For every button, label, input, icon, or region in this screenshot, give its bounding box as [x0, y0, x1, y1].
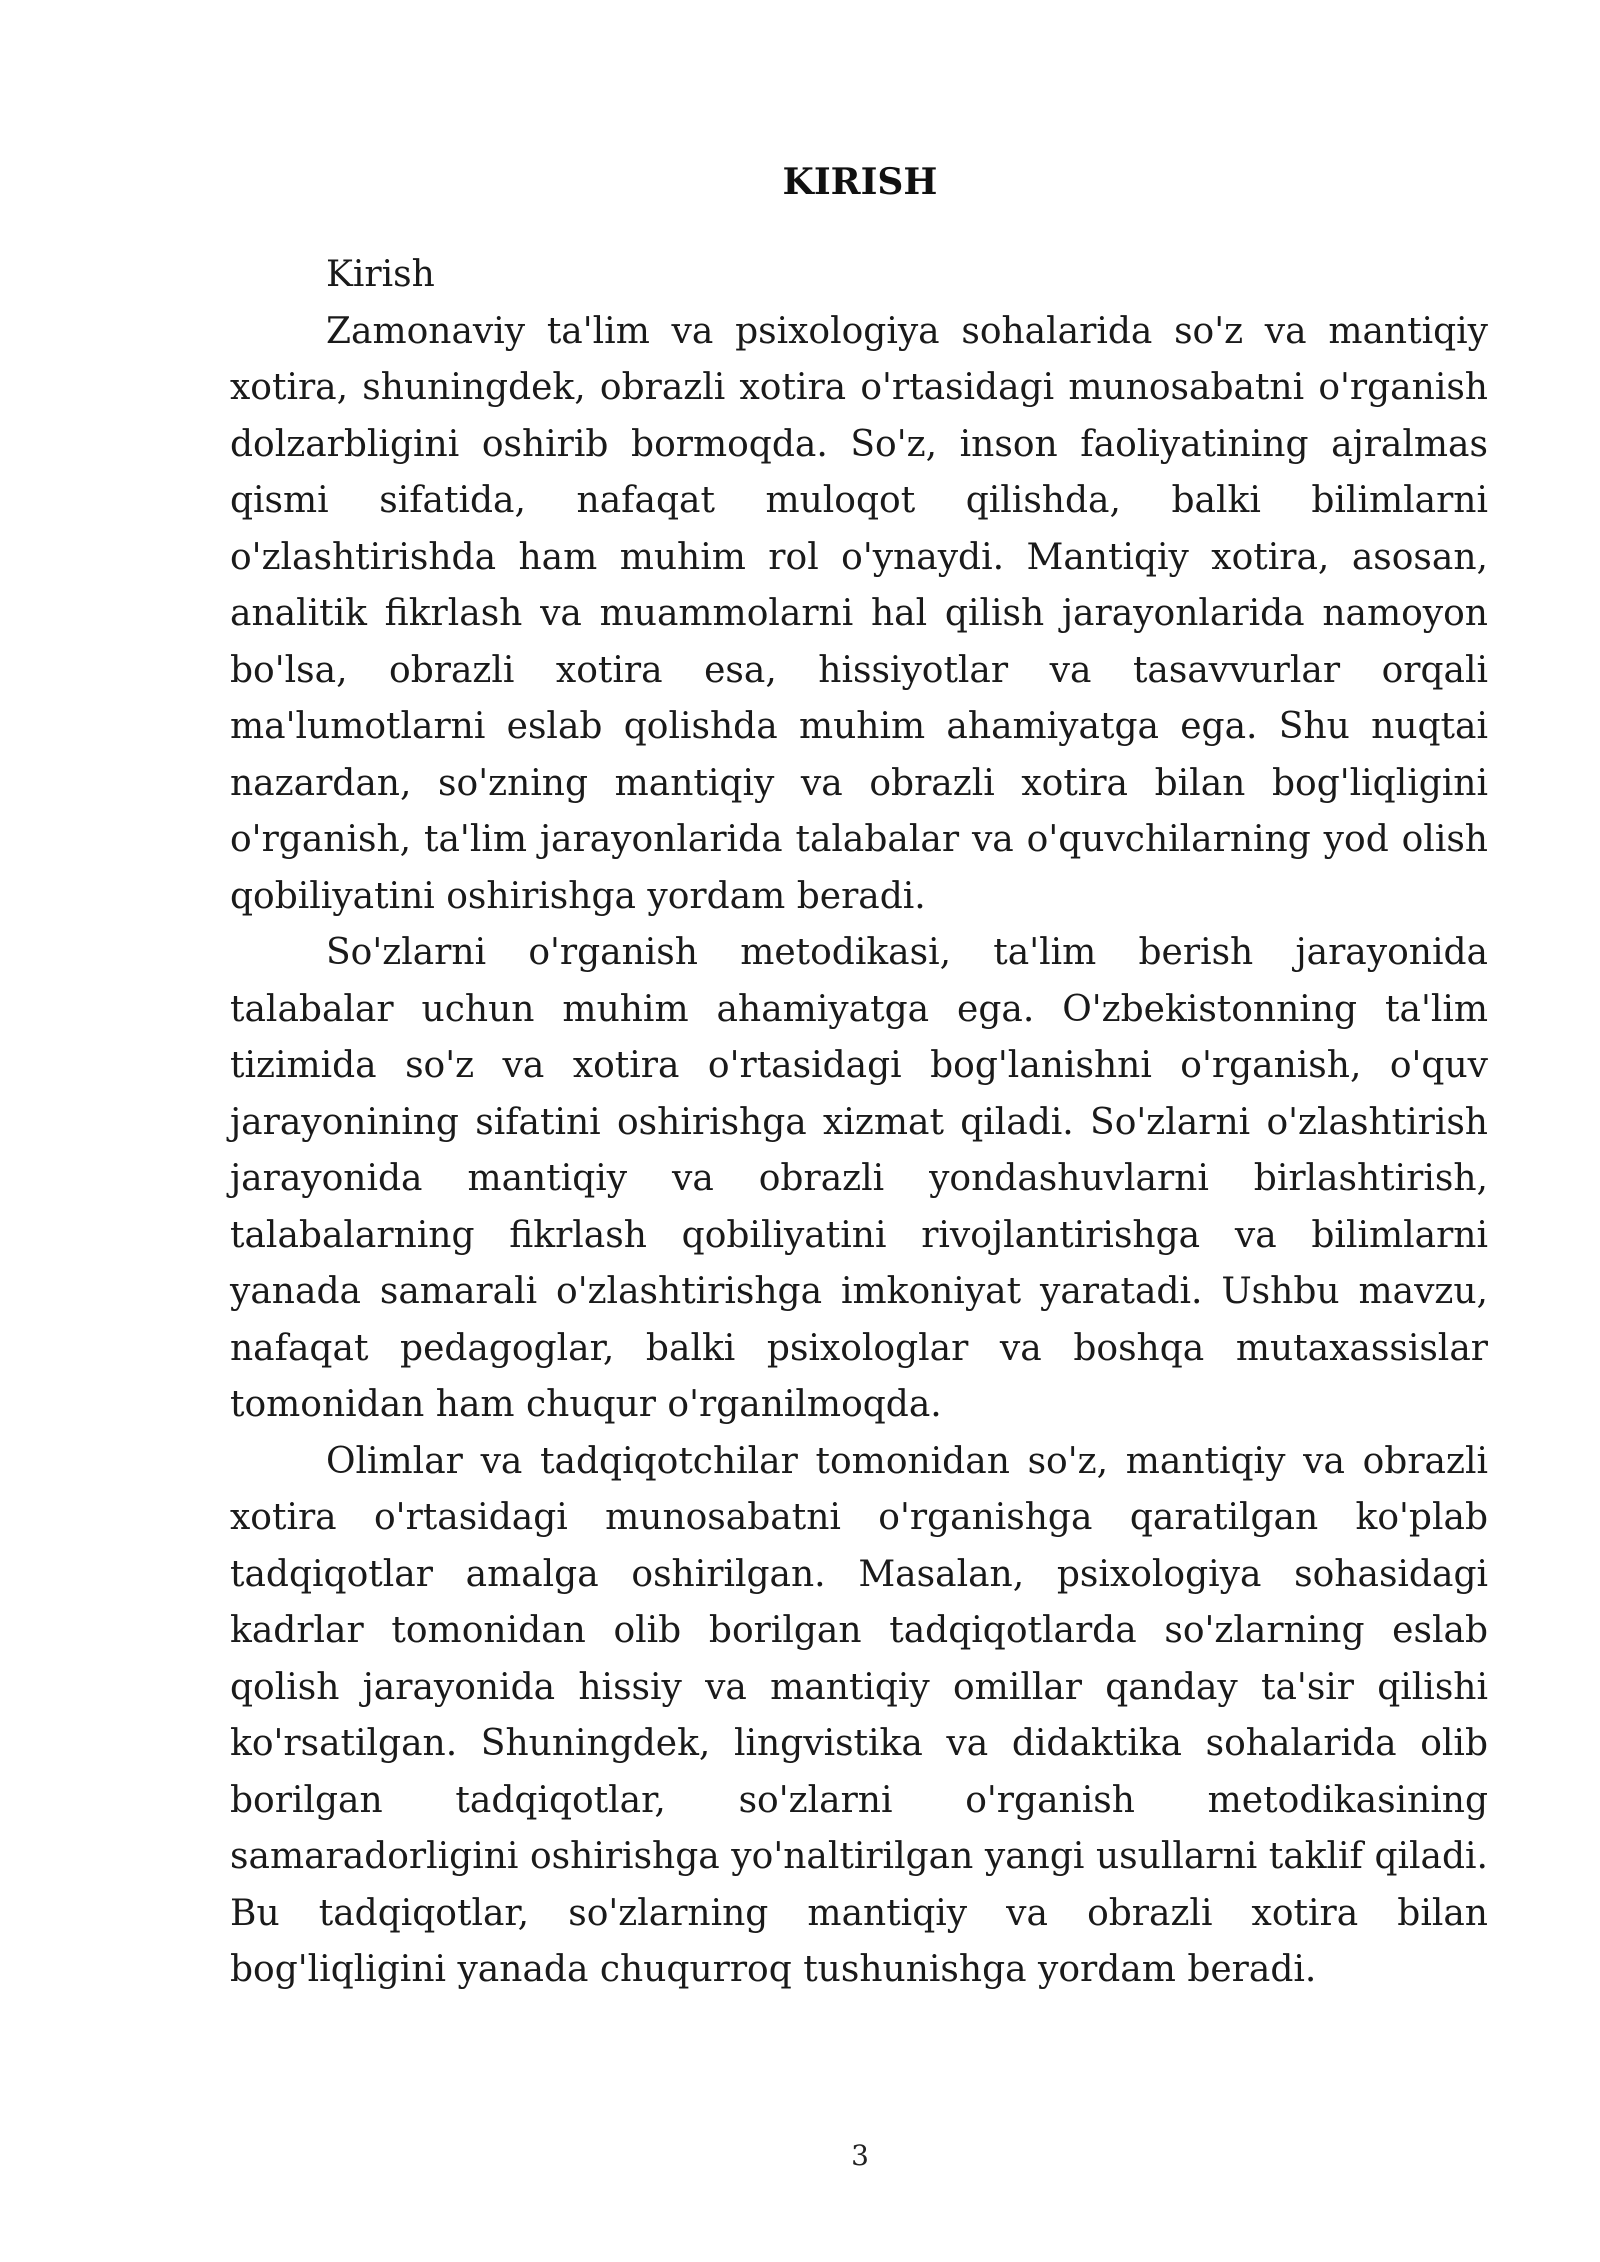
page-title: KIRISH — [782, 161, 938, 203]
body-text — [230, 247, 1488, 1999]
page-number: 3 — [851, 2139, 869, 2172]
paragraph-subheading: Kirish — [326, 254, 435, 295]
paragraph: So'zlarni o'rganish metodikasi, ta'lim berish jarayonida talabalar uchun muhim ahamiyatga ega. O'zbekistonning ta'lim tizimida so'z va xotira o'rtasidagi bog'lanishni o'rganish, o'quv jarayonining sifatini oshirishga xizmat qiladi. So'zlarni o'zlashtirish jarayonida mantiqiy va obrazli yondashuvlarni birlashtirish, talabalarning fikrlash qobiliyatini rivojlantirishga va bilimlarni yanada samarali o'zlashtirishga imkoniyat yaratadi. Ushbu mavzu, nafaqat pedagoglar, balki psixologlar va boshqa mutaxassislar tomonidan ham chuqur o'rganilmoqda. — [230, 932, 1488, 1425]
paragraph: Zamonaviy ta'lim va psixologiya sohalarida so'z va mantiqiy xotira, shuningdek, obrazli xotira o'rtasidagi munosabatni o'rganish dolzarbligini oshirib bormoqda. So'z, inson faoliyatining ajralmas qismi sifatida, nafaqat muloqot qilishda, balki bilimlarni o'zlashtirishda ham muhim rol o'ynaydi. Mantiqiy xotira, asosan, analitik fikrlash va muammolarni hal qilish jarayonlarida namoyon bo'lsa, obrazli xotira esa, hissiyotlar va tasavvurlar orqali ma'lumotlarni eslab qolishda muhim ahamiyatga ega. Shu nuqtai nazardan, so'zning mantiqiy va obrazli xotira bilan bog'liqligini o'rganish, ta'lim jarayonlarida talabalar va o'quvchilarning yod olish qobiliyatini oshirishga yordam beradi. — [230, 310, 1488, 917]
paragraph: Olimlar va tadqiqotchilar tomonidan so'z, mantiqiy va obrazli xotira o'rtasidagi munosabatni o'rganishga qaratilgan ko'plab tadqiqotlar amalga oshirilgan. Masalan, psixologiya sohasidagi kadrlar tomonidan olib borilgan tadqiqotlarda so'zlarning eslab qolish jarayonida hissiy va mantiqiy omillar qanday ta'sir qilishi ko'rsatilgan. Shuningdek, lingvistika va didaktika sohalarida olib borilgan tadqiqotlar, so'zlarni o'rganish metodikasining samaradorligini oshirishga yo'naltirilgan yangi usullarni taklif qiladi. Bu tadqiqotlar, so'zlarning mantiqiy va obrazli xotira bilan bog'liqligini yanada chuqurroq tushunishga yordam beradi. — [230, 1440, 1488, 1990]
